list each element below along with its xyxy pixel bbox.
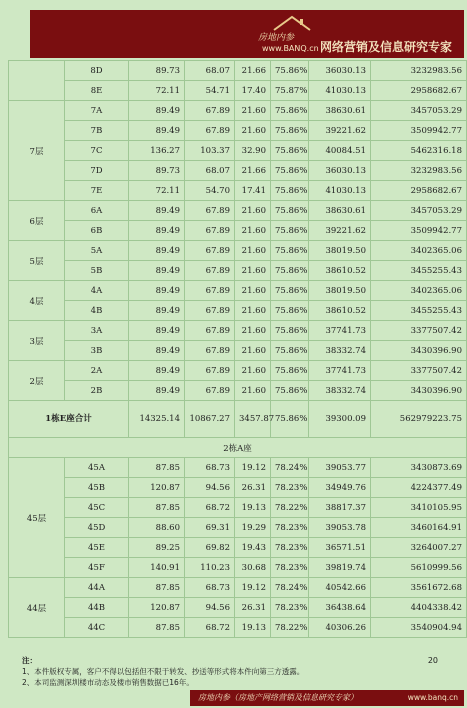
value-cell: 3460164.91 bbox=[371, 518, 467, 538]
value-cell: 75.86% bbox=[271, 141, 309, 161]
value-cell: 39819.74 bbox=[309, 558, 371, 578]
floor-cell: 45层 bbox=[9, 458, 65, 578]
total-value: 39300.09 bbox=[309, 401, 371, 438]
unit-cell: 45B bbox=[65, 478, 129, 498]
value-cell: 38610.52 bbox=[309, 261, 371, 281]
value-cell: 89.49 bbox=[129, 361, 185, 381]
value-cell: 38630.61 bbox=[309, 201, 371, 221]
table-row bbox=[9, 201, 467, 221]
value-cell: 37741.73 bbox=[309, 361, 371, 381]
value-cell: 78.23% bbox=[271, 518, 309, 538]
unit-cell: 2B bbox=[65, 381, 129, 401]
value-cell: 68.72 bbox=[185, 498, 235, 518]
page-number: 20 bbox=[427, 656, 438, 665]
value-cell: 3410105.95 bbox=[371, 498, 467, 518]
unit-cell: 2A bbox=[65, 361, 129, 381]
value-cell: 3455255.43 bbox=[371, 261, 467, 281]
floor-cell: 3层 bbox=[9, 321, 65, 361]
value-cell: 26.31 bbox=[235, 478, 271, 498]
header-site[interactable]: www.BANQ.cn bbox=[262, 44, 319, 53]
value-cell: 3402365.06 bbox=[371, 281, 467, 301]
value-cell: 38332.74 bbox=[309, 381, 371, 401]
value-cell: 67.89 bbox=[185, 241, 235, 261]
value-cell: 3232983.56 bbox=[371, 161, 467, 181]
table-row bbox=[9, 341, 467, 361]
header-banner bbox=[0, 0, 464, 60]
value-cell: 75.86% bbox=[271, 201, 309, 221]
table-row bbox=[9, 161, 467, 181]
value-cell: 5610999.56 bbox=[371, 558, 467, 578]
notes-line-2: 2、本司监测深圳楼市动态及楼市销售数据已16年。 bbox=[22, 678, 194, 687]
value-cell: 120.87 bbox=[129, 598, 185, 618]
value-cell: 75.86% bbox=[271, 221, 309, 241]
value-cell: 75.86% bbox=[271, 161, 309, 181]
value-cell: 87.85 bbox=[129, 458, 185, 478]
value-cell: 3455255.43 bbox=[371, 301, 467, 321]
table-row bbox=[9, 558, 467, 578]
value-cell: 75.86% bbox=[271, 101, 309, 121]
value-cell: 67.89 bbox=[185, 361, 235, 381]
value-cell: 68.07 bbox=[185, 61, 235, 81]
value-cell: 17.41 bbox=[235, 181, 271, 201]
value-cell: 3509942.77 bbox=[371, 221, 467, 241]
unit-cell: 7A bbox=[65, 101, 129, 121]
unit-cell: 8D bbox=[65, 61, 129, 81]
value-cell: 75.86% bbox=[271, 281, 309, 301]
value-cell: 38019.50 bbox=[309, 241, 371, 261]
table-row bbox=[9, 141, 467, 161]
value-cell: 21.66 bbox=[235, 61, 271, 81]
value-cell: 89.49 bbox=[129, 261, 185, 281]
value-cell: 21.60 bbox=[235, 201, 271, 221]
table-row bbox=[9, 281, 467, 301]
value-cell: 75.86% bbox=[271, 181, 309, 201]
value-cell: 21.60 bbox=[235, 241, 271, 261]
value-cell: 103.37 bbox=[185, 141, 235, 161]
footer-site[interactable]: www.banq.cn bbox=[407, 693, 458, 702]
value-cell: 68.07 bbox=[185, 161, 235, 181]
footer-text: 房地内参（房地产网络营销及信息研究专家） bbox=[198, 693, 358, 702]
value-cell: 89.49 bbox=[129, 101, 185, 121]
price-table bbox=[8, 60, 467, 638]
value-cell: 89.25 bbox=[129, 538, 185, 558]
value-cell: 21.60 bbox=[235, 261, 271, 281]
table-row bbox=[9, 478, 467, 498]
total-value: 3457.87 bbox=[235, 401, 271, 438]
value-cell: 3561672.68 bbox=[371, 578, 467, 598]
value-cell: 89.49 bbox=[129, 321, 185, 341]
value-cell: 21.66 bbox=[235, 161, 271, 181]
value-cell: 19.43 bbox=[235, 538, 271, 558]
unit-cell: 45F bbox=[65, 558, 129, 578]
value-cell: 21.60 bbox=[235, 101, 271, 121]
value-cell: 75.86% bbox=[271, 261, 309, 281]
value-cell: 21.60 bbox=[235, 361, 271, 381]
table-row bbox=[9, 381, 467, 401]
value-cell: 21.60 bbox=[235, 221, 271, 241]
table-row bbox=[9, 121, 467, 141]
value-cell: 32.90 bbox=[235, 141, 271, 161]
floor-cell: 7层 bbox=[9, 101, 65, 201]
floor-cell: 5层 bbox=[9, 241, 65, 281]
total-value: 562979223.75 bbox=[371, 401, 467, 438]
value-cell: 39053.77 bbox=[309, 458, 371, 478]
value-cell: 94.56 bbox=[185, 478, 235, 498]
floor-cell: 2层 bbox=[9, 361, 65, 401]
value-cell: 89.49 bbox=[129, 341, 185, 361]
value-cell: 41030.13 bbox=[309, 181, 371, 201]
value-cell: 41030.13 bbox=[309, 81, 371, 101]
total-value: 10867.27 bbox=[185, 401, 235, 438]
table-row bbox=[9, 578, 467, 598]
unit-cell: 7E bbox=[65, 181, 129, 201]
unit-cell: 4B bbox=[65, 301, 129, 321]
value-cell: 2958682.67 bbox=[371, 181, 467, 201]
value-cell: 21.60 bbox=[235, 301, 271, 321]
value-cell: 89.73 bbox=[129, 61, 185, 81]
table-row bbox=[9, 618, 467, 638]
table-row bbox=[9, 361, 467, 381]
value-cell: 3377507.42 bbox=[371, 321, 467, 341]
value-cell: 75.86% bbox=[271, 321, 309, 341]
value-cell: 87.85 bbox=[129, 498, 185, 518]
value-cell: 89.49 bbox=[129, 221, 185, 241]
value-cell: 21.60 bbox=[235, 381, 271, 401]
value-cell: 75.86% bbox=[271, 361, 309, 381]
value-cell: 2958682.67 bbox=[371, 81, 467, 101]
value-cell: 136.27 bbox=[129, 141, 185, 161]
value-cell: 67.89 bbox=[185, 221, 235, 241]
value-cell: 36438.64 bbox=[309, 598, 371, 618]
value-cell: 89.49 bbox=[129, 381, 185, 401]
unit-cell: 3B bbox=[65, 341, 129, 361]
value-cell: 19.13 bbox=[235, 498, 271, 518]
value-cell: 75.86% bbox=[271, 121, 309, 141]
value-cell: 21.60 bbox=[235, 281, 271, 301]
value-cell: 89.49 bbox=[129, 241, 185, 261]
unit-cell: 4A bbox=[65, 281, 129, 301]
table-row bbox=[9, 261, 467, 281]
unit-cell: 8E bbox=[65, 81, 129, 101]
value-cell: 87.85 bbox=[129, 578, 185, 598]
value-cell: 78.22% bbox=[271, 498, 309, 518]
value-cell: 21.60 bbox=[235, 321, 271, 341]
value-cell: 68.73 bbox=[185, 458, 235, 478]
value-cell: 39221.62 bbox=[309, 221, 371, 241]
value-cell: 75.86% bbox=[271, 381, 309, 401]
table-row bbox=[9, 61, 467, 81]
value-cell: 3430396.90 bbox=[371, 341, 467, 361]
value-cell: 19.12 bbox=[235, 458, 271, 478]
unit-cell: 45D bbox=[65, 518, 129, 538]
value-cell: 38817.37 bbox=[309, 498, 371, 518]
value-cell: 68.73 bbox=[185, 578, 235, 598]
value-cell: 75.86% bbox=[271, 61, 309, 81]
value-cell: 67.89 bbox=[185, 261, 235, 281]
unit-cell: 45E bbox=[65, 538, 129, 558]
value-cell: 3430396.90 bbox=[371, 381, 467, 401]
table-row bbox=[9, 518, 467, 538]
value-cell: 3232983.56 bbox=[371, 61, 467, 81]
total-row bbox=[9, 401, 467, 438]
value-cell: 67.89 bbox=[185, 321, 235, 341]
unit-cell: 6B bbox=[65, 221, 129, 241]
value-cell: 78.24% bbox=[271, 458, 309, 478]
logo-text: 房地内参 bbox=[258, 33, 295, 43]
unit-cell: 45A bbox=[65, 458, 129, 478]
total-value: 75.86% bbox=[271, 401, 309, 438]
value-cell: 36030.13 bbox=[309, 161, 371, 181]
total-label: 1栋E座合计 bbox=[9, 401, 129, 438]
table-row bbox=[9, 81, 467, 101]
value-cell: 67.89 bbox=[185, 281, 235, 301]
value-cell: 75.86% bbox=[271, 241, 309, 261]
value-cell: 89.49 bbox=[129, 201, 185, 221]
value-cell: 75.87% bbox=[271, 81, 309, 101]
value-cell: 67.89 bbox=[185, 101, 235, 121]
value-cell: 40306.26 bbox=[309, 618, 371, 638]
unit-cell: 3A bbox=[65, 321, 129, 341]
value-cell: 36030.13 bbox=[309, 61, 371, 81]
value-cell: 54.70 bbox=[185, 181, 235, 201]
value-cell: 38019.50 bbox=[309, 281, 371, 301]
value-cell: 40542.66 bbox=[309, 578, 371, 598]
value-cell: 69.31 bbox=[185, 518, 235, 538]
value-cell: 87.85 bbox=[129, 618, 185, 638]
value-cell: 69.82 bbox=[185, 538, 235, 558]
value-cell: 19.29 bbox=[235, 518, 271, 538]
value-cell: 19.13 bbox=[235, 618, 271, 638]
value-cell: 78.24% bbox=[271, 578, 309, 598]
unit-cell: 6A bbox=[65, 201, 129, 221]
table-row bbox=[9, 301, 467, 321]
value-cell: 4404338.42 bbox=[371, 598, 467, 618]
value-cell: 54.71 bbox=[185, 81, 235, 101]
value-cell: 3264007.27 bbox=[371, 538, 467, 558]
value-cell: 67.89 bbox=[185, 201, 235, 221]
value-cell: 75.86% bbox=[271, 341, 309, 361]
value-cell: 21.60 bbox=[235, 341, 271, 361]
total-value: 14325.14 bbox=[129, 401, 185, 438]
table-row bbox=[9, 598, 467, 618]
section-row bbox=[9, 438, 467, 458]
floor-cell: 44层 bbox=[9, 578, 65, 638]
table-row bbox=[9, 538, 467, 558]
table-row bbox=[9, 181, 467, 201]
value-cell: 37741.73 bbox=[309, 321, 371, 341]
floor-cell: 6层 bbox=[9, 201, 65, 241]
value-cell: 38332.74 bbox=[309, 341, 371, 361]
unit-cell: 5B bbox=[65, 261, 129, 281]
value-cell: 94.56 bbox=[185, 598, 235, 618]
value-cell: 78.23% bbox=[271, 558, 309, 578]
value-cell: 88.60 bbox=[129, 518, 185, 538]
floor-cell: 4层 bbox=[9, 281, 65, 321]
unit-cell: 5A bbox=[65, 241, 129, 261]
table-row bbox=[9, 101, 467, 121]
value-cell: 89.73 bbox=[129, 161, 185, 181]
value-cell: 3540904.94 bbox=[371, 618, 467, 638]
value-cell: 89.49 bbox=[129, 281, 185, 301]
value-cell: 3377507.42 bbox=[371, 361, 467, 381]
value-cell: 4224377.49 bbox=[371, 478, 467, 498]
section-title: 2栋A座 bbox=[9, 438, 467, 458]
value-cell: 67.89 bbox=[185, 301, 235, 321]
unit-cell: 45C bbox=[65, 498, 129, 518]
value-cell: 3457053.29 bbox=[371, 201, 467, 221]
notes bbox=[22, 655, 304, 688]
value-cell: 72.11 bbox=[129, 181, 185, 201]
value-cell: 67.89 bbox=[185, 341, 235, 361]
value-cell: 3509942.77 bbox=[371, 121, 467, 141]
unit-cell: 7C bbox=[65, 141, 129, 161]
value-cell: 78.22% bbox=[271, 618, 309, 638]
value-cell: 38610.52 bbox=[309, 301, 371, 321]
value-cell: 30.68 bbox=[235, 558, 271, 578]
footer-banner bbox=[0, 690, 464, 708]
value-cell: 72.11 bbox=[129, 81, 185, 101]
table-row bbox=[9, 221, 467, 241]
value-cell: 26.31 bbox=[235, 598, 271, 618]
unit-cell: 7D bbox=[65, 161, 129, 181]
value-cell: 21.60 bbox=[235, 121, 271, 141]
header-brand: 网络营销及信息研究专家 bbox=[320, 40, 453, 54]
value-cell: 34949.76 bbox=[309, 478, 371, 498]
value-cell: 75.86% bbox=[271, 301, 309, 321]
notes-line-1: 1、本件版权专属，客户不得以包括但不限于转发、抄送等形式将本件向第三方透露。 bbox=[22, 667, 305, 676]
unit-cell: 44A bbox=[65, 578, 129, 598]
value-cell: 38630.61 bbox=[309, 101, 371, 121]
value-cell: 68.72 bbox=[185, 618, 235, 638]
table-row bbox=[9, 321, 467, 341]
table-row bbox=[9, 458, 467, 478]
value-cell: 17.40 bbox=[235, 81, 271, 101]
value-cell: 36571.51 bbox=[309, 538, 371, 558]
notes-title: 注： bbox=[22, 656, 37, 665]
value-cell: 78.23% bbox=[271, 598, 309, 618]
table-row bbox=[9, 241, 467, 261]
table-row bbox=[9, 498, 467, 518]
value-cell: 5462316.18 bbox=[371, 141, 467, 161]
value-cell: 3457053.29 bbox=[371, 101, 467, 121]
unit-cell: 44C bbox=[65, 618, 129, 638]
value-cell: 3402365.06 bbox=[371, 241, 467, 261]
value-cell: 89.49 bbox=[129, 121, 185, 141]
value-cell: 78.23% bbox=[271, 538, 309, 558]
value-cell: 120.87 bbox=[129, 478, 185, 498]
value-cell: 67.89 bbox=[185, 381, 235, 401]
floor-cell bbox=[9, 61, 65, 101]
value-cell: 110.23 bbox=[185, 558, 235, 578]
value-cell: 3430873.69 bbox=[371, 458, 467, 478]
value-cell: 40084.51 bbox=[309, 141, 371, 161]
unit-cell: 44B bbox=[65, 598, 129, 618]
value-cell: 89.49 bbox=[129, 301, 185, 321]
value-cell: 39053.78 bbox=[309, 518, 371, 538]
value-cell: 140.91 bbox=[129, 558, 185, 578]
unit-cell: 7B bbox=[65, 121, 129, 141]
value-cell: 39221.62 bbox=[309, 121, 371, 141]
value-cell: 78.23% bbox=[271, 478, 309, 498]
value-cell: 67.89 bbox=[185, 121, 235, 141]
value-cell: 19.12 bbox=[235, 578, 271, 598]
